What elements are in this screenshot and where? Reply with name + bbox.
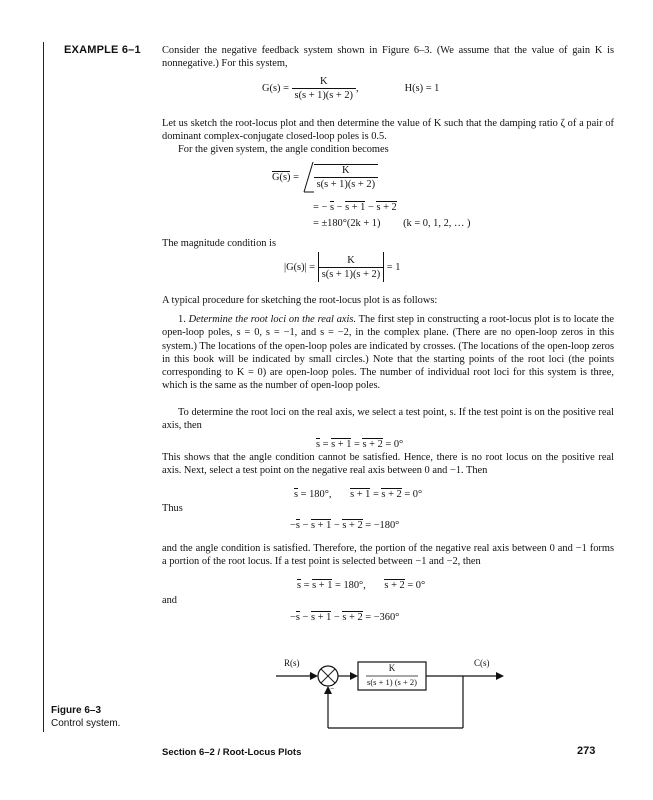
mag-rhs: = 1 — [386, 261, 401, 273]
step1-title: Determine the root loci on the real axis. — [188, 314, 357, 325]
equation-open-loop — [262, 76, 439, 101]
forward-arrow-1 — [350, 672, 358, 680]
paragraph-angle-intro: For the given system, the angle condition becomes — [178, 144, 389, 155]
angle-symbol — [302, 160, 314, 194]
g-comma: , — [356, 83, 359, 94]
equation-angle-3 — [313, 218, 470, 229]
e4-mid: = 180°, — [332, 580, 366, 591]
step1-body: The first step in constructing a root-locus plot is to locate the open-loop poles, s = 0, s = −1, and s = −2, in the complex plane. (There are no open-loop zeros in this system.) The locations of the open-loop poles are indicated by crosses. (The locations of the open-loop zeros in this book will be indicated by small circles.) Note that the starting points of the root loci (the points corresponding to K = 0) are open-loop poles. The number of individual root loci for this system is three, which is the same as the number of open-loop poles. — [162, 314, 614, 392]
e3-s1: s + 1 — [310, 520, 332, 531]
e5-s: s — [295, 612, 300, 623]
equation-segment-1-2 — [297, 579, 425, 591]
e2-mid: = 180°, — [298, 489, 332, 500]
e1-eq1: = — [320, 439, 332, 450]
angle2-minus-2: − — [367, 202, 377, 213]
paragraph-segment-result: and the angle condition is satisfied. Therefore, the portion of the negative real axis between 0 and −1 forms a portion of the root locus. If a test point is selected between −1 and −2, then — [162, 543, 614, 568]
mag-fraction — [319, 255, 383, 280]
e2-eq: = — [370, 489, 382, 500]
output-label: C(s) — [474, 658, 490, 668]
paragraph-procedure: A typical procedure for sketching the root-locus plot is as follows: — [162, 295, 438, 306]
plus-sign: + — [309, 670, 314, 679]
example-heading: EXAMPLE 6–1 — [64, 44, 141, 56]
e4-rhs: = 0° — [404, 580, 426, 591]
equation-angle-2 — [313, 201, 397, 213]
e1-rhs: = 0° — [382, 439, 404, 450]
output-arrow — [496, 672, 504, 680]
g-numerator: K — [320, 76, 328, 87]
figure-caption-text: Control system. — [51, 718, 121, 729]
paragraph-test-point: To determine the root loci on the real axis, we select a test point, s. If the test point is on the positive real axis, then — [162, 407, 614, 432]
e5-m1: − — [299, 612, 311, 623]
e2-s1: s + 1 — [350, 489, 371, 500]
tf-denominator: s(s + 1) (s + 2) — [367, 677, 417, 687]
equation-positive-axis — [316, 438, 403, 450]
equation-segment-0-1 — [294, 488, 422, 500]
page-number: 273 — [577, 745, 596, 757]
e2-s2: s + 2 — [381, 489, 402, 500]
e3-minus: − — [290, 520, 296, 531]
mag-numerator: K — [347, 254, 355, 266]
e3-s: s — [295, 520, 300, 531]
e3-m1: − — [299, 520, 311, 531]
margin-rule — [43, 42, 44, 732]
e3-s2: s + 2 — [342, 520, 363, 531]
e4-s2: s + 2 — [384, 580, 405, 591]
input-label: R(s) — [284, 658, 300, 668]
angle-equals: = — [293, 171, 299, 183]
e2-s: s — [294, 489, 299, 500]
paragraph-intro: Consider the negative feedback system shown in Figure 6–3. (We assume that the value of gain K is nonnegative.) For this system, — [162, 45, 614, 70]
paragraph-thus: Thus — [162, 503, 183, 514]
equation-angle-minus-180 — [290, 519, 399, 531]
footer-section: Section 6–2 / Root-Locus Plots — [162, 747, 302, 758]
equation-angle-1 — [272, 160, 378, 194]
e5-m2: − — [331, 612, 343, 623]
angle2-prefix: = − — [313, 202, 328, 213]
mag-denominator: s(s + 1)(s + 2) — [319, 267, 383, 280]
angle-g: G(s) — [272, 172, 291, 183]
e5-rhs: = −360° — [362, 612, 400, 623]
figure-caption — [51, 704, 120, 730]
g-fraction — [292, 76, 356, 101]
mag-lhs: |G(s)| = — [284, 261, 316, 273]
e1-s: s — [316, 439, 321, 450]
angle3-k-range: (k = 0, 1, 2, … ) — [403, 218, 471, 229]
paragraph-task: Let us sketch the root-locus plot and then determine the value of K such that the damping ratio ζ of a pair of dominant complex-conjugate closed-loop poles is 0.5. — [162, 118, 614, 143]
angle3-value: = ±180°(2k + 1) — [313, 218, 381, 229]
e3-rhs: = −180° — [362, 520, 400, 531]
e2-rhs: = 0° — [401, 489, 423, 500]
mag-bar-right — [383, 252, 384, 282]
step1-number: 1. — [178, 314, 186, 325]
minus-sign: − — [330, 684, 335, 693]
angle-numerator: K — [342, 165, 350, 176]
angle2-s1: s + 1 — [345, 202, 366, 213]
e4-s1: s + 1 — [312, 580, 333, 591]
angle-denominator: s(s + 1)(s + 2) — [314, 177, 378, 190]
angle2-s2: s + 2 — [376, 202, 397, 213]
angle-fraction — [314, 164, 378, 190]
angle2-minus-1: − — [336, 202, 346, 213]
figure-label: Figure 6–3 — [51, 705, 102, 716]
g-denominator: s(s + 1)(s + 2) — [292, 88, 356, 101]
tf-numerator: K — [388, 663, 396, 673]
e4-eq: = — [301, 580, 313, 591]
paragraph-magnitude-intro: The magnitude condition is — [162, 238, 276, 249]
g-lhs: G(s) = — [262, 83, 289, 94]
e1-eq2: = — [351, 439, 363, 450]
angle2-s: s — [329, 202, 334, 213]
equation-angle-minus-360 — [290, 611, 399, 623]
paragraph-positive-axis: This shows that the angle condition cannot be satisfied. Hence, there is no root locus on the positive real axis. Next, select a test point on the negative real axis between 0 and −1. Then — [162, 452, 614, 477]
equation-magnitude — [284, 252, 400, 282]
h-equation: H(s) = 1 — [404, 83, 440, 94]
e1-s1: s + 1 — [331, 439, 352, 450]
angle-fraction-wrap — [302, 160, 378, 194]
e5-s1: s + 1 — [310, 612, 332, 623]
paragraph-step1 — [162, 313, 614, 393]
paragraph-and: and — [162, 595, 178, 606]
e5-minus: − — [290, 612, 296, 623]
e3-m2: − — [331, 520, 343, 531]
e5-s2: s + 2 — [342, 612, 363, 623]
e4-s: s — [297, 580, 302, 591]
e1-s2: s + 2 — [362, 439, 383, 450]
